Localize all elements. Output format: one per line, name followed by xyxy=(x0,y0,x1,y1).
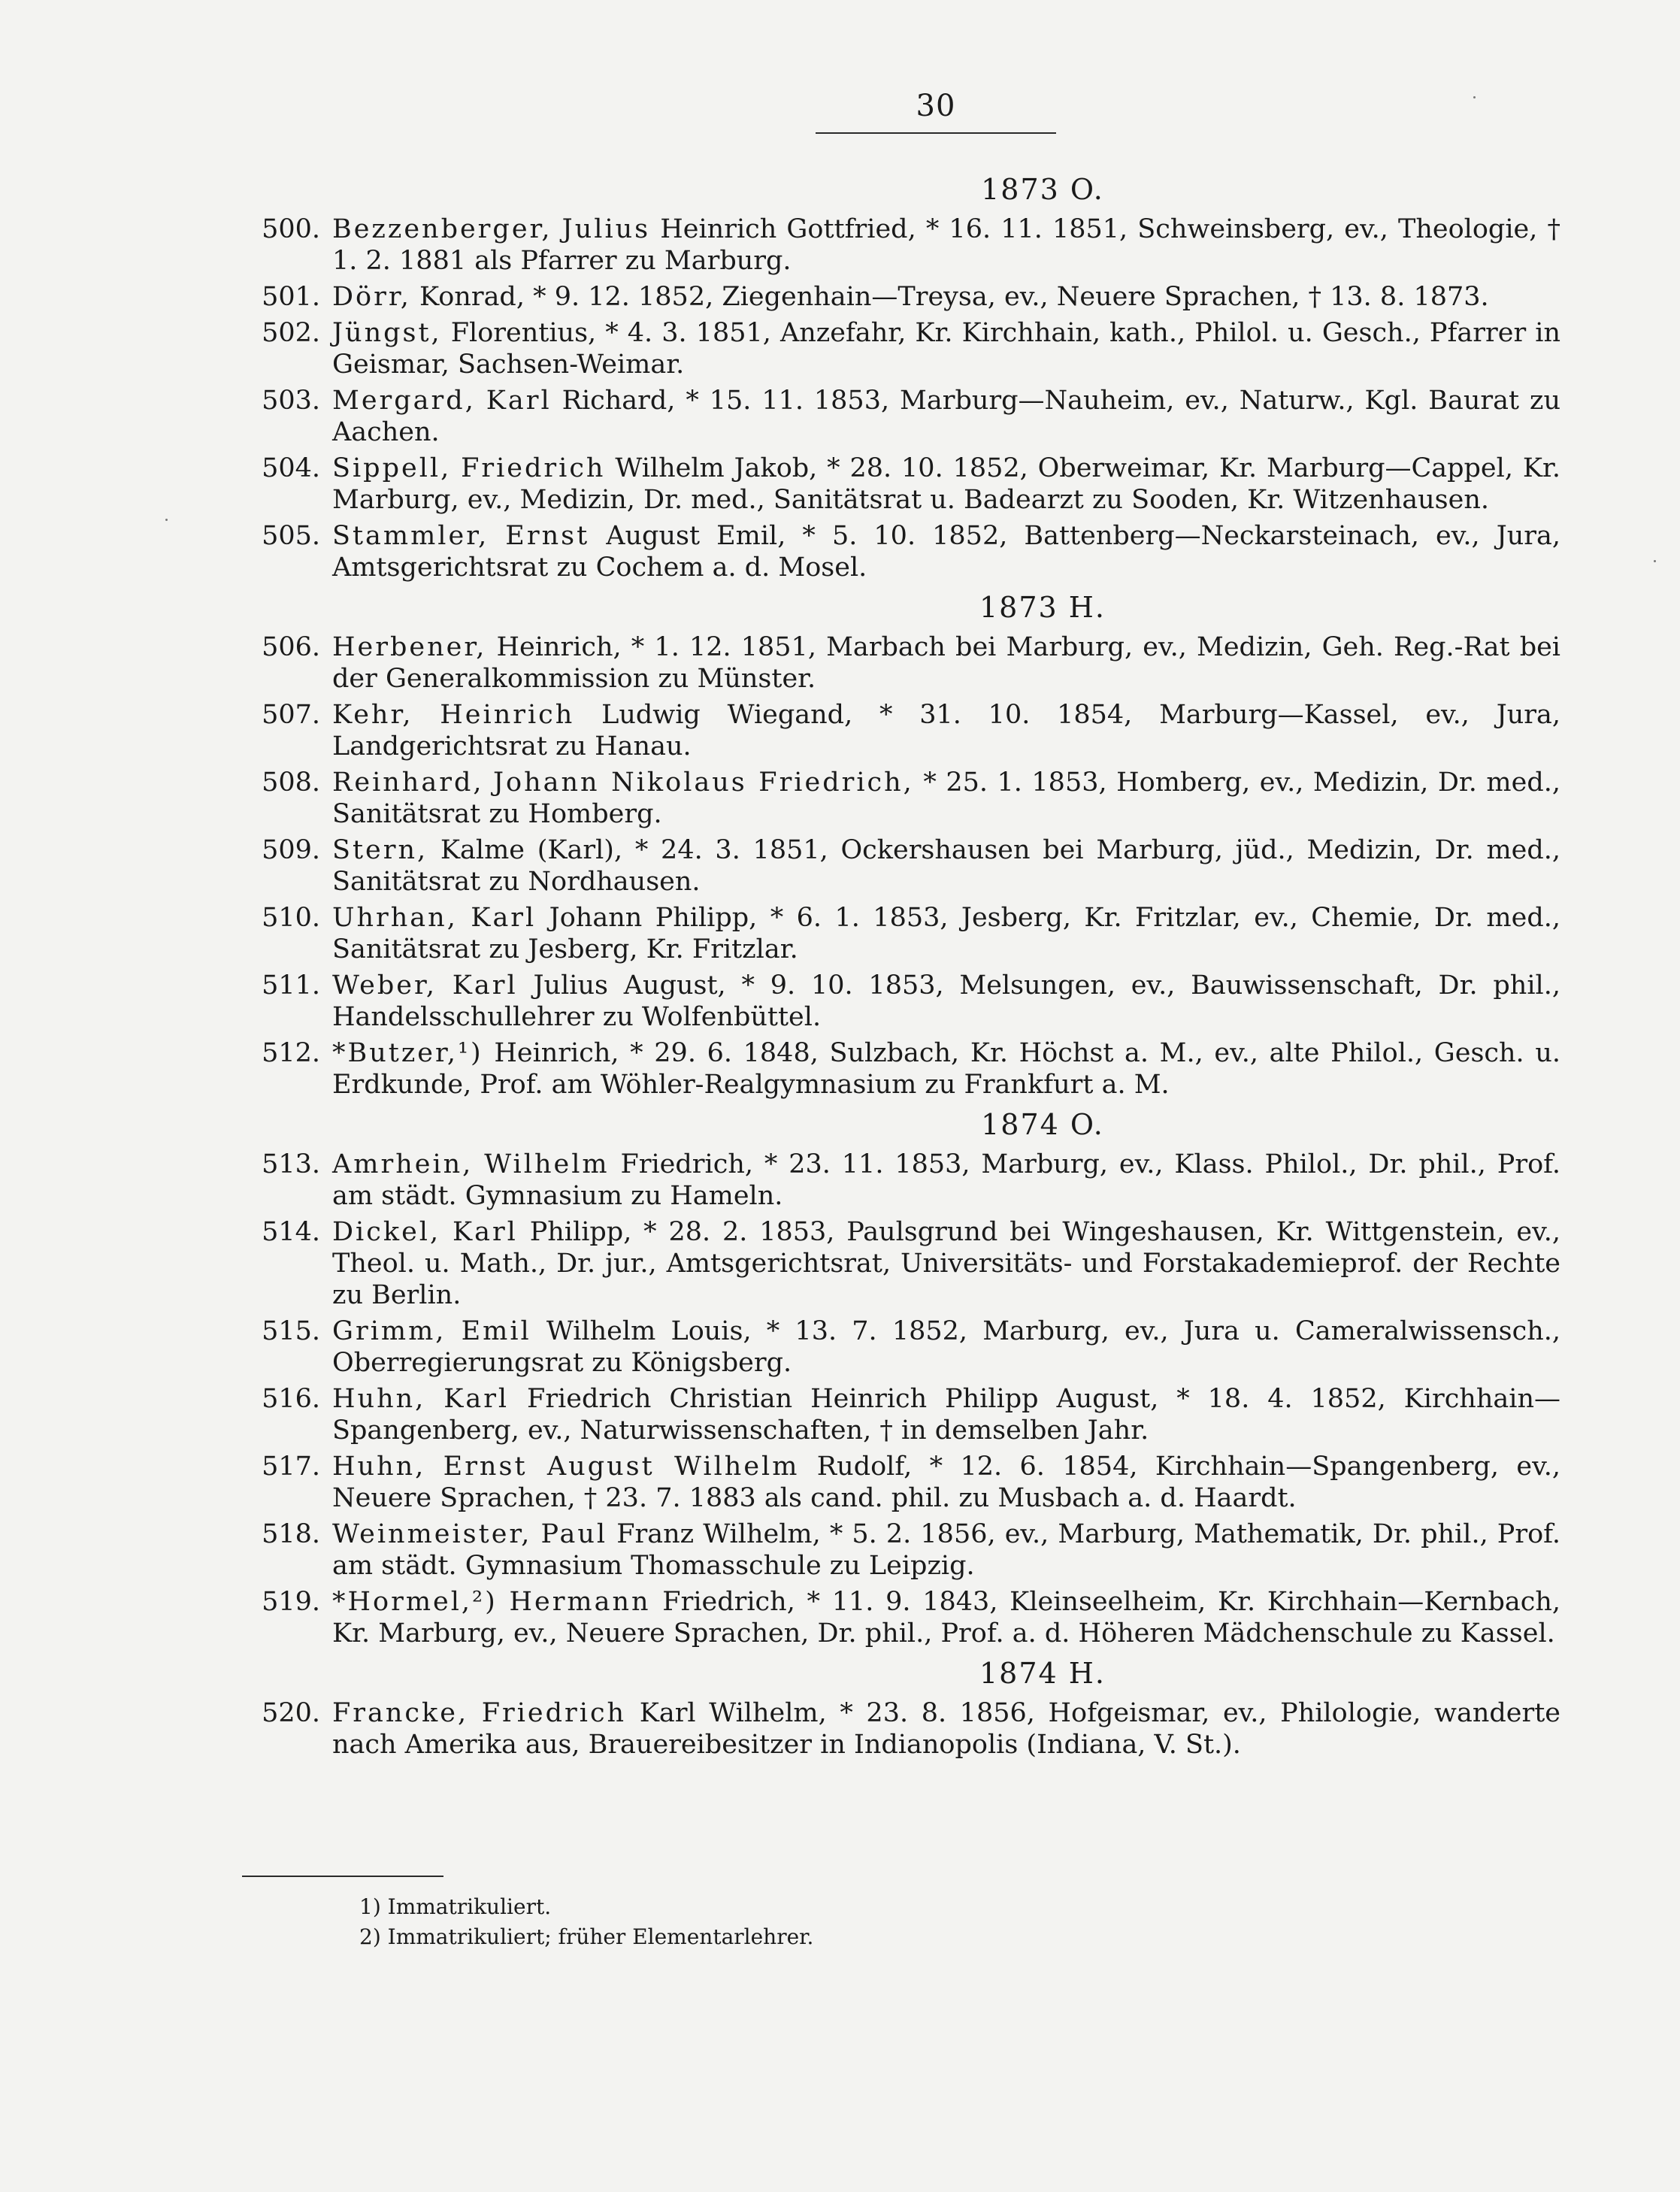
entry-number: 507. xyxy=(262,700,320,730)
register-entry xyxy=(239,317,1621,380)
entry-surname: Reinhard, xyxy=(332,768,484,798)
entry-number: 517. xyxy=(262,1452,320,1482)
entry-given-name: Wilhelm xyxy=(484,1149,610,1179)
entry-text xyxy=(332,1216,1621,1311)
register-entry xyxy=(239,213,1621,277)
scan-speck xyxy=(165,519,168,521)
scan-speck xyxy=(1654,560,1656,562)
entry-details: August Emil, * 5. 10. 1852, Battenberg—Neckarsteinach, ev., Jura, Amtsgerichtsrat zu Cochem a. d. Mosel. xyxy=(332,521,1560,583)
entry-number: 510. xyxy=(262,903,320,933)
entry-text xyxy=(332,902,1621,965)
entry-details: Friedrich Christian Heinrich Philipp August, * 18. 4. 1852, Kirchhain—Spangenberg, ev., Naturwissenschaften, † in demselben Jahr. xyxy=(332,1384,1560,1446)
register-entry xyxy=(239,453,1621,516)
footnote-2: 2) Immatrikuliert; früher Elementarlehrer. xyxy=(359,1924,814,1949)
entry-surname: Huhn, xyxy=(332,1452,426,1482)
entry-details: Karl Wilhelm, * 23. 8. 1856, Hofgeismar, ev., Philologie, wanderte nach Amerika aus, Brauereibesitzer in Indianopolis (Indiana, V. St.). xyxy=(332,1698,1560,1760)
entry-given-name: Ernst xyxy=(505,521,590,551)
section-heading: 1873 O. xyxy=(981,173,1104,206)
register-entry xyxy=(239,1697,1621,1761)
footnote-rule xyxy=(242,1876,443,1877)
entry-details: Richard, * 15. 11. 1853, Marburg—Nauheim, ev., Naturw., Kgl. Baurat zu Aachen. xyxy=(332,386,1560,447)
register-entry xyxy=(239,520,1621,583)
entry-details: Heinrich, * 1. 12. 1851, Marbach bei Marburg, ev., Medizin, Geh. Reg.-Rat bei der Generalkommission zu Münster. xyxy=(332,632,1560,694)
register-entry xyxy=(239,767,1621,830)
entry-given-name: Heinrich xyxy=(440,700,575,730)
entry-surname: Weber, xyxy=(332,970,437,1001)
entry-surname: Stammler, xyxy=(332,521,489,551)
entry-text xyxy=(332,699,1621,762)
entry-details: Franz Wilhelm, * 5. 2. 1856, ev., Marburg, Mathematik, Dr. phil., Prof. am städt. Gymnasium Thomasschule zu Leipzig. xyxy=(332,1519,1560,1581)
entry-number: 504. xyxy=(262,453,320,483)
section-heading: 1874 O. xyxy=(981,1108,1104,1141)
entry-surname: Francke, xyxy=(332,1698,469,1728)
entry-number: 501. xyxy=(262,282,320,312)
entry-number: 519. xyxy=(262,1587,320,1617)
entry-given-name: Julius xyxy=(562,214,651,244)
entry-details: Rudolf, * 12. 6. 1854, Kirchhain—Spangenberg, ev., Neuere Sprachen, † 23. 7. 1883 als cand. phil. zu Musbach a. d. Haardt. xyxy=(332,1452,1560,1513)
entry-surname: Uhrhan, xyxy=(332,903,458,933)
register-entry xyxy=(239,281,1621,313)
entry-text xyxy=(332,1037,1621,1101)
register-entry xyxy=(239,631,1621,695)
entry-number: 505. xyxy=(262,521,320,551)
entry-given-name: Karl xyxy=(486,386,552,416)
entry-surname: Mergard, xyxy=(332,386,476,416)
entry-text xyxy=(332,834,1621,898)
entry-text xyxy=(332,767,1621,830)
entry-details: Friedrich, * 23. 11. 1853, Marburg, ev., Klass. Philol., Dr. phil., Prof. am städt. Gymnasium zu Hameln. xyxy=(332,1149,1560,1211)
entry-number: 511. xyxy=(262,970,320,1001)
register-entry xyxy=(239,1586,1621,1649)
entry-number: 515. xyxy=(262,1316,320,1346)
entry-details: Konrad, * 9. 12. 1852, Ziegenhain—Treysa, ev., Neuere Sprachen, † 13. 8. 1873. xyxy=(410,282,1489,312)
entry-details: Julius August, * 9. 10. 1853, Melsungen, ev., Bauwissenschaft, Dr. phil., Handelsschullehrer zu Wolfenbüttel. xyxy=(332,970,1560,1032)
entry-details: Philipp, * 28. 2. 1853, Paulsgrund bei Wingeshausen, Kr. Wittgenstein, ev., Theol. u. Math., Dr. jur., Amtsgerichtsrat, Universitäts- und Forstakademieprof. der Rechte zu Berlin. xyxy=(332,1217,1560,1310)
register-entry xyxy=(239,1383,1621,1446)
entry-surname: Jüngst, xyxy=(332,318,442,348)
register-entry xyxy=(239,1149,1621,1212)
entry-text xyxy=(332,1383,1621,1446)
entry-surname: Sippell, xyxy=(332,453,452,483)
entry-number: 518. xyxy=(262,1519,320,1549)
register-entry xyxy=(239,1518,1621,1582)
entry-number: 520. xyxy=(262,1698,320,1728)
entry-given-name: Karl xyxy=(443,1384,510,1414)
register-entry xyxy=(239,1037,1621,1101)
entry-details: Friedrich, * 11. 9. 1843, Kleinseelheim, Kr. Kirchhain—Kernbach, Kr. Marburg, ev., Neuere Sprachen, Dr. phil., Prof. a. d. Höheren Mädchenschule zu Kassel. xyxy=(332,1587,1560,1649)
entry-text xyxy=(332,281,1621,313)
entry-number: 509. xyxy=(262,835,320,865)
entry-surname: Weinmeister, xyxy=(332,1519,532,1549)
entry-given-name: Hermann xyxy=(509,1587,651,1617)
entry-number: 516. xyxy=(262,1384,320,1414)
entry-given-name: Paul xyxy=(540,1519,608,1549)
entry-surname: Kehr, xyxy=(332,700,413,730)
entry-details: * 25. 1. 1853, Homberg, ev., Medizin, Dr. med., Sanitätsrat zu Homberg. xyxy=(332,768,1560,829)
entry-number: 506. xyxy=(262,632,320,662)
entry-details: Johann Philipp, * 6. 1. 1853, Jesberg, Kr. Fritzlar, ev., Chemie, Dr. med., Sanitätsrat zu Jesberg, Kr. Fritzlar. xyxy=(332,903,1560,964)
section-heading: 1873 H. xyxy=(979,591,1106,624)
entry-details: Heinrich, * 29. 6. 1848, Sulzbach, Kr. Höchst a. M., ev., alte Philol., Gesch. u. Erdkunde, Prof. am Wöhler-Realgymnasium zu Frankfurt a. M. xyxy=(332,1038,1560,1100)
entry-given-name: Emil xyxy=(461,1316,531,1346)
page-number-rule xyxy=(816,132,1056,134)
entry-text xyxy=(332,520,1621,583)
entry-details: Ludwig Wiegand, * 31. 10. 1854, Marburg—Kassel, ev., Jura, Landgerichtsrat zu Hanau. xyxy=(332,700,1560,761)
entry-details: Wilhelm Louis, * 13. 7. 1852, Marburg, ev., Jura u. Cameralwissensch., Oberregierungsrat zu Königsberg. xyxy=(332,1316,1560,1378)
page-number: 30 xyxy=(916,89,956,123)
entry-surname: Amrhein, xyxy=(332,1149,474,1179)
entry-text xyxy=(332,1149,1621,1212)
register-entry xyxy=(239,902,1621,965)
entry-surname: *Hormel,²) xyxy=(332,1587,498,1617)
section-heading: 1874 H. xyxy=(979,1657,1106,1690)
footnote-1: 1) Immatrikuliert. xyxy=(359,1894,552,1919)
entry-given-name: Friedrich xyxy=(481,1698,627,1728)
entry-text xyxy=(332,1316,1621,1379)
entry-text xyxy=(332,970,1621,1033)
entry-number: 502. xyxy=(262,318,320,348)
entry-text xyxy=(332,1697,1621,1761)
register-entry xyxy=(239,385,1621,448)
register-entry xyxy=(239,834,1621,898)
register-entry xyxy=(239,699,1621,762)
entry-text xyxy=(332,317,1621,380)
entry-text xyxy=(332,1451,1621,1514)
entry-surname: Dörr, xyxy=(332,282,411,312)
register-content xyxy=(239,170,1621,1765)
entry-number: 513. xyxy=(262,1149,320,1179)
entry-details: Kalme (Karl), * 24. 3. 1851, Ockershausen bei Marburg, jüd., Medizin, Dr. med., Sanitätsrat zu Nordhausen. xyxy=(332,835,1560,897)
entry-surname: Stern, xyxy=(332,835,428,865)
entry-details: Heinrich Gottfried, * 16. 11. 1851, Schweinsberg, ev., Theologie, † 1. 2. 1881 als Pfarrer zu Marburg. xyxy=(332,214,1560,276)
entry-details: Florentius, * 4. 3. 1851, Anzefahr, Kr. Kirchhain, kath., Philol. u. Gesch., Pfarrer in Geismar, Sachsen-Weimar. xyxy=(332,318,1560,380)
entry-text xyxy=(332,631,1621,695)
entry-text xyxy=(332,385,1621,448)
entry-surname: Huhn, xyxy=(332,1384,426,1414)
register-entry xyxy=(239,1216,1621,1311)
entry-given-name: Friedrich xyxy=(461,453,606,483)
entry-text xyxy=(332,213,1621,277)
entry-given-name: Karl xyxy=(471,903,537,933)
entry-text xyxy=(332,1518,1621,1582)
entry-given-name: Ernst August Wilhelm xyxy=(443,1452,800,1482)
register-entry xyxy=(239,1316,1621,1379)
scan-speck xyxy=(1473,96,1476,98)
entry-surname: Grimm, xyxy=(332,1316,446,1346)
entry-surname: Herbener, xyxy=(332,632,487,662)
entry-text xyxy=(332,1586,1621,1649)
entry-number: 500. xyxy=(262,214,320,244)
entry-surname: Dickel, xyxy=(332,1217,441,1247)
entry-number: 514. xyxy=(262,1217,320,1247)
entry-number: 503. xyxy=(262,386,320,416)
entry-given-name: Johann Nikolaus Friedrich, xyxy=(493,768,914,798)
register-entry xyxy=(239,1451,1621,1514)
entry-given-name: Karl xyxy=(452,1217,518,1247)
entry-text xyxy=(332,453,1621,516)
register-entry xyxy=(239,970,1621,1033)
entry-surname: Bezzenberger, xyxy=(332,214,552,244)
entry-number: 508. xyxy=(262,768,320,798)
footnotes xyxy=(359,1892,813,1952)
entry-surname: *Butzer,¹) xyxy=(332,1038,483,1068)
entry-number: 512. xyxy=(262,1038,320,1068)
entry-given-name: Karl xyxy=(452,970,518,1001)
entry-details: Wilhelm Jakob, * 28. 10. 1852, Oberweimar, Kr. Marburg—Cappel, Kr. Marburg, ev., Medizin, Dr. med., Sanitätsrat u. Badearzt zu Sooden, Kr. Witzenhausen. xyxy=(332,453,1560,515)
